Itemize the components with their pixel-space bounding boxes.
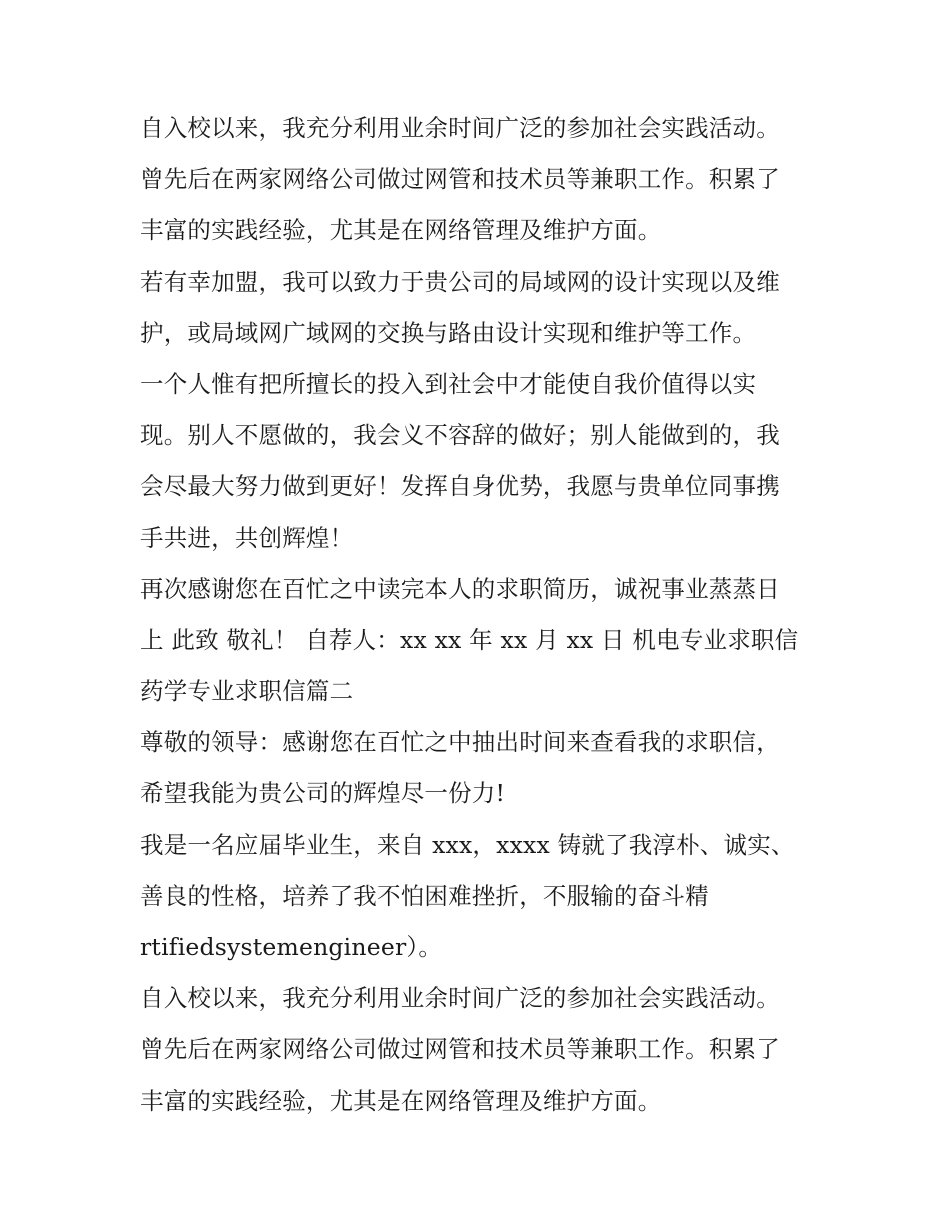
text-line: 尊敬的领导：感谢您在百忙之中抽出时间来查看我的求职信， xyxy=(140,728,780,757)
text-line: 自入校以来，我充分利用业余时间广泛的参加社会实践活动。 xyxy=(140,114,780,142)
text-line: 丰富的实践经验，尤其是在网络管理及维护方面。 xyxy=(140,216,662,245)
text-line: 善良的性格，培养了我不怕困难挫折，不服输的奋斗精 xyxy=(140,881,709,910)
text-line: 曾先后在两家网络公司做过网管和技术员等兼职工作。积累了 xyxy=(140,1035,780,1064)
text-line: 现。别人不愿做的，我会义不容辞的做好；别人能做到的，我 xyxy=(140,421,780,450)
document-body xyxy=(140,103,820,1127)
text-line: 希望我能为贵公司的辉煌尽一份力! xyxy=(140,779,506,808)
section-heading: 药学专业求职信篇二 xyxy=(140,677,354,706)
text-line: 丰富的实践经验，尤其是在网络管理及维护方面。 xyxy=(140,1086,662,1115)
text-line: 若有幸加盟，我可以致力于贵公司的局域网的设计实现以及维 xyxy=(140,267,780,296)
text-line: 曾先后在两家网络公司做过网管和技术员等兼职工作。积累了 xyxy=(140,165,780,194)
text-line: 我是一名应届毕业生，来自 xxx，xxxx 铸就了我淳朴、诚实、 xyxy=(140,830,795,859)
text-line: 会尽最大努力做到更好！发挥自身优势，我愿与贵单位同事携 xyxy=(140,472,780,501)
text-line: rtifiedsystemengineer）。 xyxy=(140,933,443,961)
text-line: 一个人惟有把所擅长的投入到社会中才能使自我价值得以实 xyxy=(140,369,757,398)
text-line: 手共进，共创辉煌！ xyxy=(140,523,354,552)
text-line: 自入校以来，我充分利用业余时间广泛的参加社会实践活动。 xyxy=(140,984,780,1013)
text-line: 上 此致 敬礼！ 自荐人：xx xx 年 xx 月 xx 日 机电专业求职信 xyxy=(140,625,799,654)
text-line: 护，或局域网广域网的交换与路由设计实现和维护等工作。 xyxy=(140,318,757,347)
text-line: 再次感谢您在百忙之中读完本人的求职简历，诚祝事业蒸蒸日 xyxy=(140,574,780,603)
